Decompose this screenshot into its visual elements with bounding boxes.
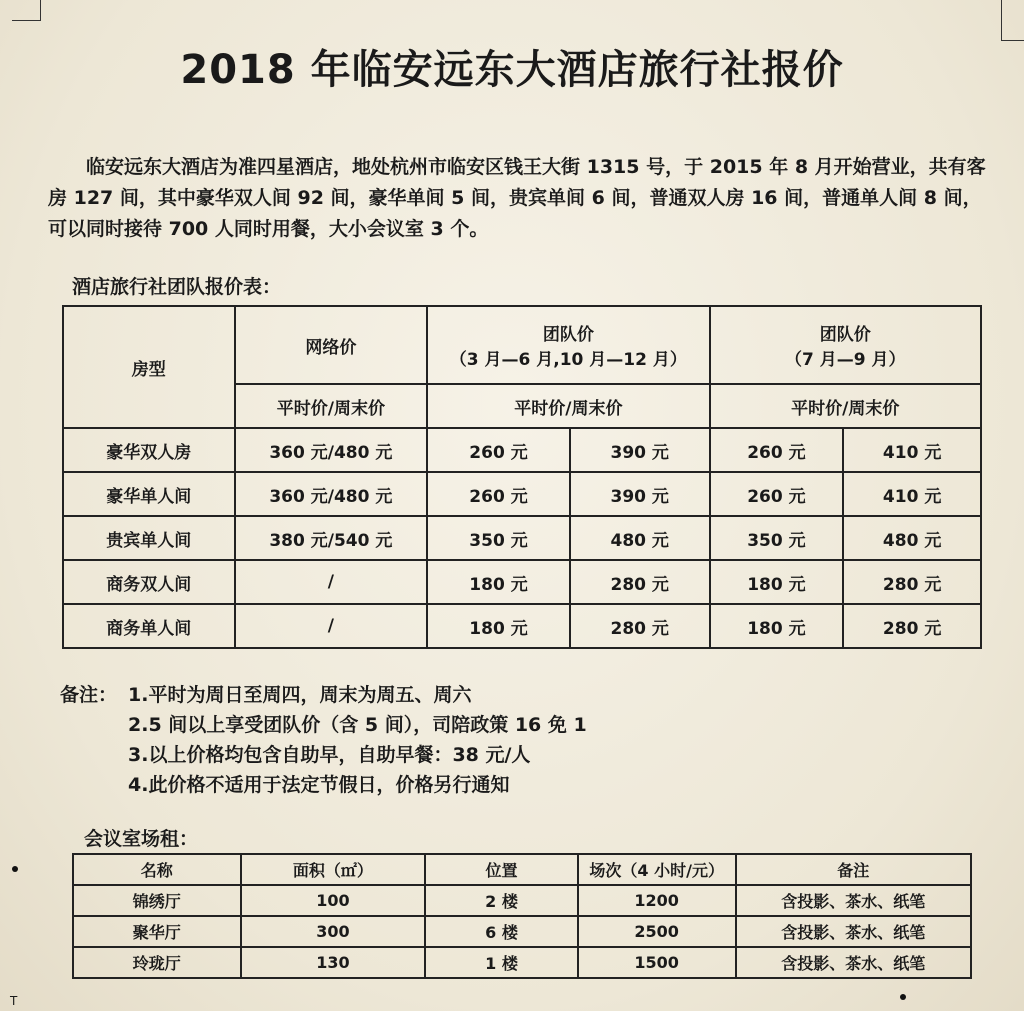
online-price-cell: 360 元/480 元 — [235, 428, 428, 472]
group2-period: （7 月—9 月） — [785, 350, 906, 370]
room-type-cell: 贵宾单人间 — [63, 516, 235, 560]
table-row — [63, 472, 981, 516]
table-row — [63, 560, 981, 604]
group2-weekend-cell: 280 元 — [843, 560, 981, 604]
online-price-cell: / — [235, 604, 428, 648]
venue-name-cell: 聚华厅 — [73, 916, 241, 947]
venue-name-cell: 玲珑厅 — [73, 947, 241, 978]
header-online-price: 网络价 — [235, 306, 428, 384]
group1-weekday-cell: 180 元 — [427, 604, 570, 648]
table-row — [63, 604, 981, 648]
room-type-cell: 豪华双人房 — [63, 428, 235, 472]
price-table — [62, 305, 982, 649]
group1-weekday-cell: 260 元 — [427, 428, 570, 472]
table-row — [63, 428, 981, 472]
group1-weekend-cell: 390 元 — [570, 428, 710, 472]
header-group-price-2 — [710, 306, 981, 384]
venue-name-cell: 锦绣厅 — [73, 885, 241, 916]
scan-speck — [900, 994, 906, 1000]
price-table-heading: 酒店旅行社团队报价表： — [72, 276, 282, 298]
group1-weekend-cell: 280 元 — [570, 604, 710, 648]
venue-header-floor: 位置 — [425, 854, 578, 885]
online-price-cell: 360 元/480 元 — [235, 472, 428, 516]
venue-header-area: 面积（㎡） — [241, 854, 426, 885]
venue-price-cell: 1200 — [578, 885, 736, 916]
group2-weekend-cell: 410 元 — [843, 472, 981, 516]
notes-section — [60, 680, 587, 800]
online-price-cell: 380 元/540 元 — [235, 516, 428, 560]
venue-area-cell: 300 — [241, 916, 426, 947]
group2-title: 团队价 — [819, 325, 871, 345]
group1-weekend-cell: 390 元 — [570, 472, 710, 516]
group2-weekday-cell: 180 元 — [710, 560, 844, 604]
venue-floor-cell: 2 楼 — [425, 885, 578, 916]
group1-title: 团队价 — [542, 325, 594, 345]
venue-floor-cell: 6 楼 — [425, 916, 578, 947]
venue-header-name: 名称 — [73, 854, 241, 885]
group2-weekend-cell: 410 元 — [843, 428, 981, 472]
venue-price-cell: 2500 — [578, 916, 736, 947]
group2-weekday-cell: 180 元 — [710, 604, 844, 648]
margin-mark: T — [10, 994, 18, 1008]
scan-speck — [12, 866, 18, 872]
group2-weekend-cell: 280 元 — [843, 604, 981, 648]
crop-mark-top-left — [12, 0, 41, 21]
room-type-cell: 豪华单人间 — [63, 472, 235, 516]
venue-price-cell: 1500 — [578, 947, 736, 978]
header-room-type: 房型 — [63, 306, 235, 428]
group1-period: （3 月—6 月,10 月—12 月） — [449, 350, 687, 370]
table-row — [73, 885, 971, 916]
venue-header-price: 场次（4 小时/元） — [578, 854, 736, 885]
document-title: 2018 年临安远东大酒店旅行社报价 — [180, 47, 844, 93]
subheader-online: 平时价/周末价 — [235, 384, 428, 428]
group1-weekday-cell: 180 元 — [427, 560, 570, 604]
crop-mark-top-right — [1001, 0, 1024, 41]
note-line — [60, 680, 587, 710]
group2-weekday-cell: 260 元 — [710, 428, 844, 472]
group1-weekend-cell: 280 元 — [570, 560, 710, 604]
note-item: 1.平时为周日至周四，周末为周五、周六 — [128, 684, 472, 706]
subheader-group2: 平时价/周末价 — [710, 384, 981, 428]
venue-notes-cell: 含投影、茶水、纸笔 — [736, 916, 971, 947]
online-price-cell: / — [235, 560, 428, 604]
venue-notes-cell: 含投影、茶水、纸笔 — [736, 885, 971, 916]
table-row — [63, 516, 981, 560]
note-item: 3.以上价格均包含自助早，自助早餐：38 元/人 — [128, 744, 531, 766]
venue-table — [72, 853, 972, 979]
intro-paragraph — [48, 152, 998, 245]
venue-header-row — [73, 854, 971, 885]
venue-header-notes: 备注 — [736, 854, 971, 885]
group1-weekday-cell: 260 元 — [427, 472, 570, 516]
group1-weekday-cell: 350 元 — [427, 516, 570, 560]
header-group-price-1 — [427, 306, 709, 384]
subheader-group1: 平时价/周末价 — [427, 384, 709, 428]
note-item: 2.5 间以上享受团队价（含 5 间），司陪政策 16 免 1 — [128, 714, 587, 736]
group2-weekend-cell: 480 元 — [843, 516, 981, 560]
note-item: 4.此价格不适用于法定节假日，价格另行通知 — [128, 774, 510, 796]
group2-weekday-cell: 350 元 — [710, 516, 844, 560]
table-row — [73, 947, 971, 978]
group1-weekend-cell: 480 元 — [570, 516, 710, 560]
room-type-cell: 商务单人间 — [63, 604, 235, 648]
venue-area-cell: 130 — [241, 947, 426, 978]
table-row — [73, 916, 971, 947]
venue-floor-cell: 1 楼 — [425, 947, 578, 978]
group2-weekday-cell: 260 元 — [710, 472, 844, 516]
venue-table-heading: 会议室场租： — [84, 828, 199, 850]
venue-area-cell: 100 — [241, 885, 426, 916]
notes-label: 备注： — [60, 684, 118, 706]
intro-text: 临安远东大酒店为准四星酒店，地处杭州市临安区钱王大街 1315 号，于 2015 年 8 月开始营业，共有客房 127 间，其中豪华双人间 92 间，豪华单间 5 间，贵宾单间 6 间，普通双人房 16 间，普通单人间 8 间，可以同时接待 700 人同时用餐，大小会议室 3 个。 — [48, 156, 986, 240]
venue-notes-cell: 含投影、茶水、纸笔 — [736, 947, 971, 978]
room-type-cell: 商务双人间 — [63, 560, 235, 604]
